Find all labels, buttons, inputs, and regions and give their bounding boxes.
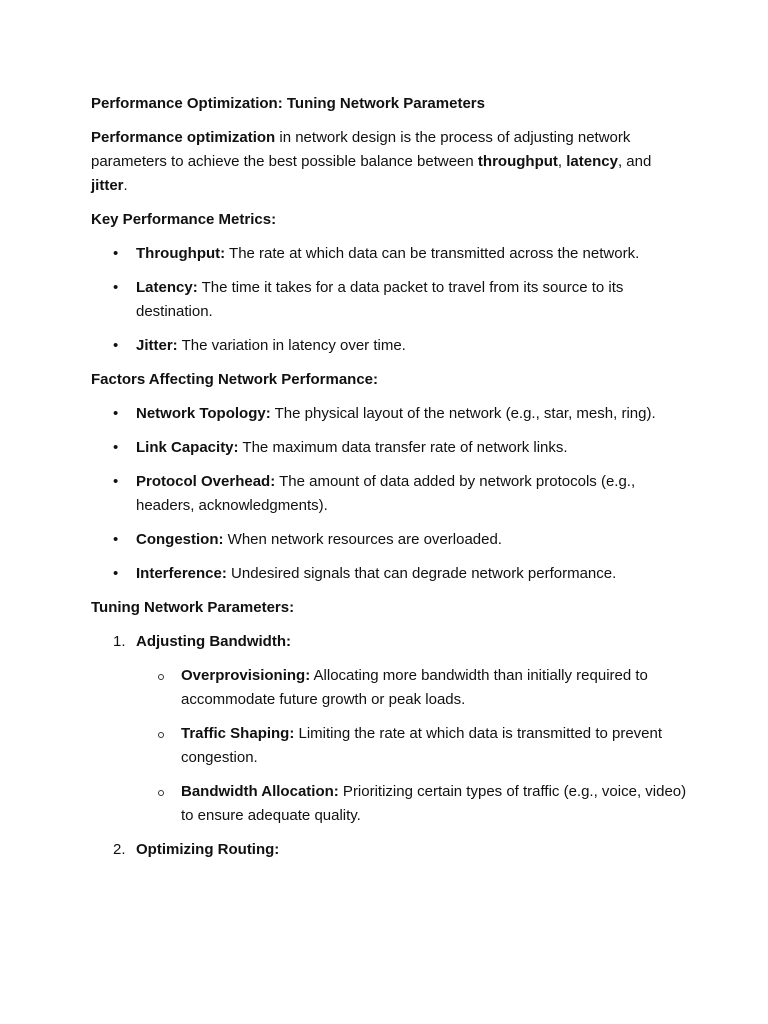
list-item: [91, 562, 691, 586]
bullet-icon: •: [113, 337, 119, 354]
list-item-desc: Undesired signals that can degrade network performance.: [226, 565, 617, 582]
tuning-steps-list: [91, 630, 691, 862]
bullet-icon: •: [113, 279, 119, 296]
list-item: [91, 402, 691, 426]
list-item-desc: The physical layout of the network (e.g., star, mesh, ring).: [270, 405, 656, 422]
hollow-circle-bullet-icon: [158, 674, 164, 680]
sub-list-item: [136, 722, 691, 770]
list-item: [91, 334, 691, 358]
intro-text-3: , and: [617, 153, 652, 170]
list-item-desc: The maximum data transfer rate of network links.: [238, 439, 568, 456]
bullet-icon: •: [113, 405, 119, 422]
list-item-term: Network Topology:: [136, 405, 271, 422]
list-item-term: Latency:: [136, 279, 198, 296]
list-item: [91, 276, 691, 324]
intro-bold-throughput: throughput: [477, 153, 558, 170]
list-item: [91, 436, 691, 460]
intro-text-1: in network design is the process of adjusting network parameters to achieve the best possible balance between: [91, 129, 631, 170]
metrics-list: [91, 242, 691, 358]
sub-list-item: [136, 664, 691, 712]
bullet-icon: •: [113, 565, 119, 582]
bullet-icon: •: [113, 245, 119, 262]
sub-item-term: Overprovisioning:: [181, 667, 311, 684]
sub-list: [136, 664, 691, 828]
bullet-icon: •: [113, 531, 119, 548]
intro-bold-latency: latency: [566, 153, 618, 170]
sub-item-term: Bandwidth Allocation:: [181, 783, 339, 800]
list-item-term: Throughput:: [136, 245, 226, 262]
document-title: Performance Optimization: Tuning Network Parameters: [91, 95, 485, 112]
bullet-icon: •: [113, 473, 119, 490]
list-item-desc: The rate at which data can be transmitted across the network.: [225, 245, 640, 262]
intro-bold-jitter: jitter: [91, 177, 124, 194]
step-number: 1.: [113, 633, 126, 650]
intro-bold-performance-optimization: Performance optimization: [91, 129, 276, 146]
factors-heading: Factors Affecting Network Performance:: [91, 371, 379, 388]
step-label: Optimizing Routing:: [136, 841, 280, 858]
list-item-desc: When network resources are overloaded.: [223, 531, 502, 548]
step-label: Adjusting Bandwidth:: [136, 633, 291, 650]
numbered-item: [91, 838, 691, 862]
step-number: 2.: [113, 841, 126, 858]
list-item-desc: The amount of data added by network protocols (e.g., headers, acknowledgments).: [136, 473, 636, 514]
list-item-term: Jitter:: [136, 337, 178, 354]
intro-text-4: .: [123, 177, 128, 194]
metrics-heading: Key Performance Metrics:: [91, 211, 277, 228]
list-item-desc: The variation in latency over time.: [177, 337, 406, 354]
sub-item-desc: Limiting the rate at which data is transmitted to prevent congestion.: [181, 725, 663, 766]
list-item: [91, 242, 691, 266]
hollow-circle-bullet-icon: [158, 790, 164, 796]
list-item: [91, 528, 691, 552]
document-page: [91, 92, 691, 872]
list-item-term: Link Capacity:: [136, 439, 239, 456]
sub-list-item: [136, 780, 691, 828]
bullet-icon: •: [113, 439, 119, 456]
list-item-term: Congestion:: [136, 531, 224, 548]
intro-text-2: ,: [557, 153, 567, 170]
tuning-heading: Tuning Network Parameters:: [91, 599, 295, 616]
list-item-term: Interference:: [136, 565, 227, 582]
hollow-circle-bullet-icon: [158, 732, 164, 738]
sub-item-desc: Prioritizing certain types of traffic (e.g., voice, video) to ensure adequate quality.: [181, 783, 687, 824]
numbered-item: [91, 630, 691, 828]
sub-item-term: Traffic Shaping:: [181, 725, 295, 742]
list-item: [91, 470, 691, 518]
factors-list: [91, 402, 691, 586]
sub-item-desc: Allocating more bandwidth than initially required to accommodate future growth or peak loads.: [181, 667, 648, 708]
list-item-desc: The time it takes for a data packet to travel from its source to its destination.: [136, 279, 624, 320]
intro-paragraph: [91, 126, 691, 198]
list-item-term: Protocol Overhead:: [136, 473, 276, 490]
